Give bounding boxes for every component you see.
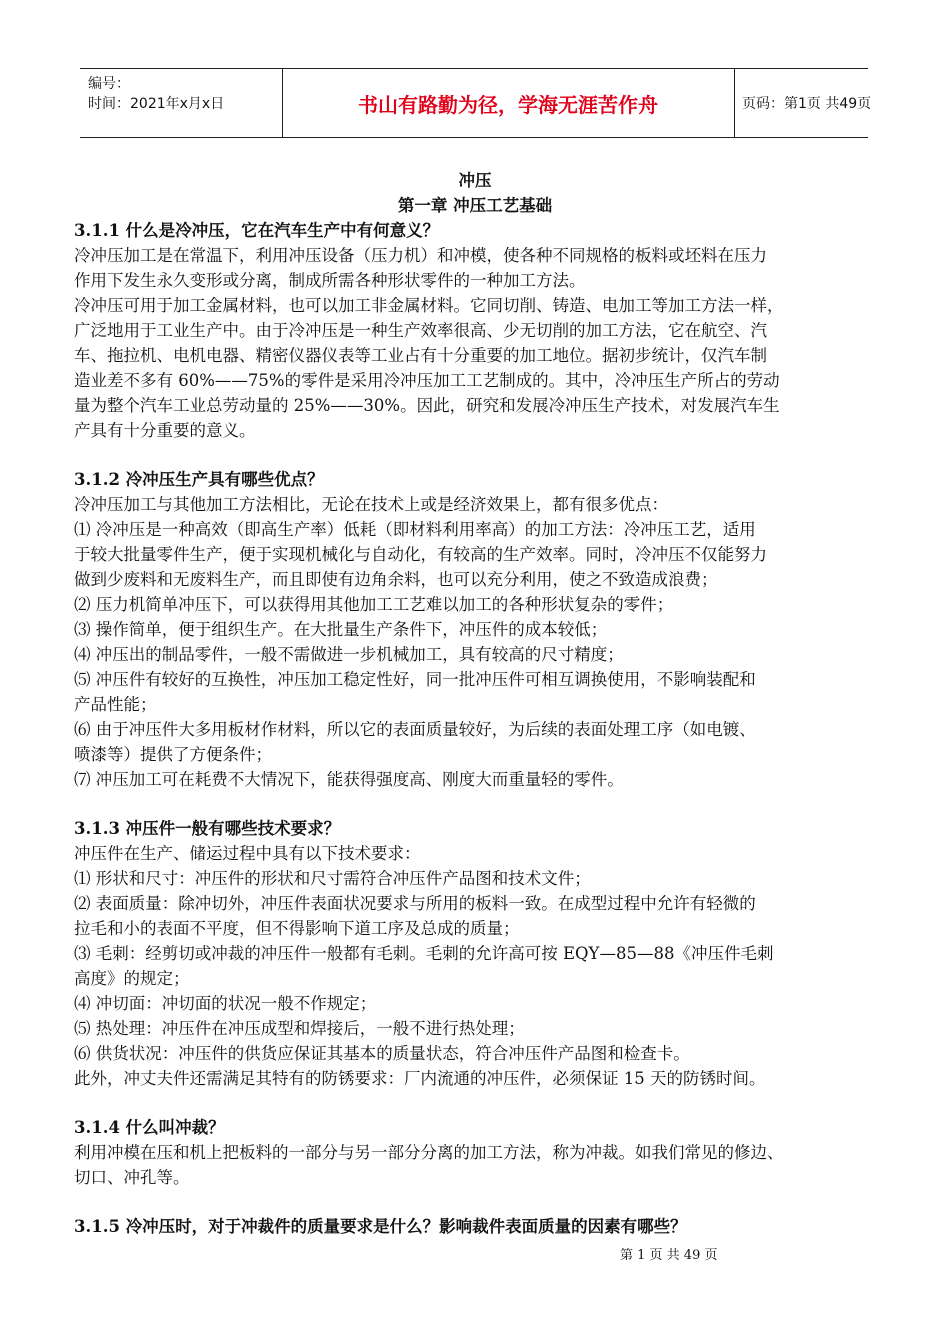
paragraph-line: 冷冲压加工是在常温下，利用冲压设备（压力机）和冲模，使各种不同规格的板料或坯料在压力 — [74, 246, 767, 265]
chapter-title: 第一章 冲压工艺基础 — [397, 196, 553, 215]
paragraph-line: 此外，冲丈夫件还需满足其特有的防锈要求：厂内流通的冲压件，必须保证 15 天的防锈时间。 — [74, 1069, 766, 1088]
time-label: 时间：2021年x月x日 — [88, 96, 225, 112]
list-line: ⑴ 形状和尺寸：冲压件的形状和尺寸需符合冲压件产品图和技术文件； — [74, 869, 591, 888]
paragraph-line: 冲压件在生产、储运过程中具有以下技术要求： — [74, 844, 421, 863]
list-line: ⑶ 毛刺：经剪切或冲裁的冲压件一般都有毛刺。毛刺的允许高可按 EQY—85—88《冲压件毛刺 — [74, 944, 774, 963]
paragraph-line: 切口、冲孔等。 — [74, 1168, 190, 1187]
header-table — [80, 68, 872, 138]
paragraph-line: 车、拖拉机、电机电器、精密仪器仪表等工业占有十分重要的加工地位。据初步统计，仅汽车制 — [74, 346, 767, 365]
list-line: ⑴ 冷冲压是一种高效（即高生产率）低耗（即材料利用率高）的加工方法：冷冲压工艺，适用 — [74, 520, 756, 539]
page-info: 页码：第1页 共49页 — [742, 96, 872, 112]
list-line: 高度》的规定； — [74, 969, 190, 988]
list-line: 喷漆等）提供了方便条件； — [74, 745, 272, 764]
list-line: ⑹ 供货状况：冲压件的供货应保证其基本的质量状态，符合冲压件产品图和检查卡。 — [74, 1044, 690, 1063]
paragraph-line: 造业差不多有 60%——75%的零件是采用冷冲压加工工艺制成的。其中，冷冲压生产所占的劳动 — [74, 371, 780, 390]
list-line: ⑶ 操作简单，便于组织生产。在大批量生产条件下，冲压件的成本较低； — [74, 620, 608, 639]
section-heading: 3.1.1 什么是冷冲压，它在汽车生产中有何意义？ — [74, 221, 440, 240]
section-heading: 3.1.5 冷冲压时，对于冲裁件的质量要求是什么？影响裁件表面质量的因素有哪些？ — [74, 1217, 687, 1236]
paragraph-line: 作用下发生永久变形或分离，制成所需各种形状零件的一种加工方法。 — [74, 271, 586, 290]
paragraph-line: 广泛地用于工业生产中。由于冷冲压是一种生产效率很高、少无切削的加工方法，它在航空、汽 — [74, 321, 767, 340]
list-line: 做到少废料和无废料生产，而且即使有边角余料，也可以充分利用，使之不致造成浪费； — [74, 570, 718, 589]
paragraph-line: 产具有十分重要的意义。 — [74, 421, 256, 440]
list-line: ⑹ 由于冲压件大多用板材作材料，所以它的表面质量较好，为后续的表面处理工序（如电镀、 — [74, 720, 756, 739]
paragraph-line: 利用冲模在压和机上把板料的一部分与另一部分分离的加工方法，称为冲裁。如我们常见的修边、 — [74, 1143, 784, 1162]
list-line: 拉毛和小的表面不平度，但不得影响下道工序及总成的质量； — [74, 919, 520, 938]
list-line: ⑺ 冲压加工可在耗费不大情况下，能获得强度高、刚度大而重量轻的零件。 — [74, 770, 624, 789]
list-line: ⑷ 冲切面：冲切面的状况一般不作规定； — [74, 994, 377, 1013]
list-line: 于较大批量零件生产，便于实现机械化与自动化，有较高的生产效率。同时，冷冲压不仅能努力 — [74, 545, 767, 564]
list-line: ⑷ 冲压出的制品零件，一般不需做进一步机械加工，具有较高的尺寸精度； — [74, 645, 624, 664]
header-motto-cell — [282, 69, 735, 137]
section-heading: 3.1.2 冷冲压生产具有哪些优点？ — [74, 470, 324, 489]
list-line: ⑸ 热处理：冲压件在冲压成型和焊接后，一般不进行热处理； — [74, 1019, 525, 1038]
list-line: ⑵ 压力机简单冲压下，可以获得用其他加工工艺难以加工的各种形状复杂的零件； — [74, 595, 674, 614]
motto: 书山有路勤为径，学海无涯苦作舟 — [358, 92, 658, 117]
paragraph-line: 冷冲压加工与其他加工方法相比，无论在技术上或是经济效果上，都有很多优点： — [74, 495, 668, 514]
number-label: 编号： — [88, 76, 130, 92]
list-line: ⑸ 冲压件有较好的互换性，冲压加工稳定性好，同一批冲压件可相互调换使用，不影响装配和 — [74, 670, 756, 689]
section-heading: 3.1.4 什么叫冲裁？ — [74, 1118, 225, 1137]
list-line: ⑵ 表面质量：除冲切外，冲压件表面状况要求与所用的板料一致。在成型过程中允许有轻微的 — [74, 894, 756, 913]
paragraph-line: 量为整个汽车工业总劳动量的 25%——30%。因此，研究和发展冷冲压生产技术，对发展汽车生 — [74, 396, 780, 415]
page-footer: 第 1 页 共 49 页 — [620, 1248, 718, 1263]
document-title: 冲压 — [458, 171, 492, 190]
section-heading: 3.1.3 冲压件一般有哪些技术要求？ — [74, 819, 341, 838]
header-page-cell — [734, 69, 872, 137]
header-meta — [80, 69, 283, 137]
list-line: 产品性能； — [74, 695, 157, 714]
paragraph-line: 冷冲压可用于加工金属材料，也可以加工非金属材料。它同切削、铸造、电加工等加工方法一样， — [74, 296, 784, 315]
